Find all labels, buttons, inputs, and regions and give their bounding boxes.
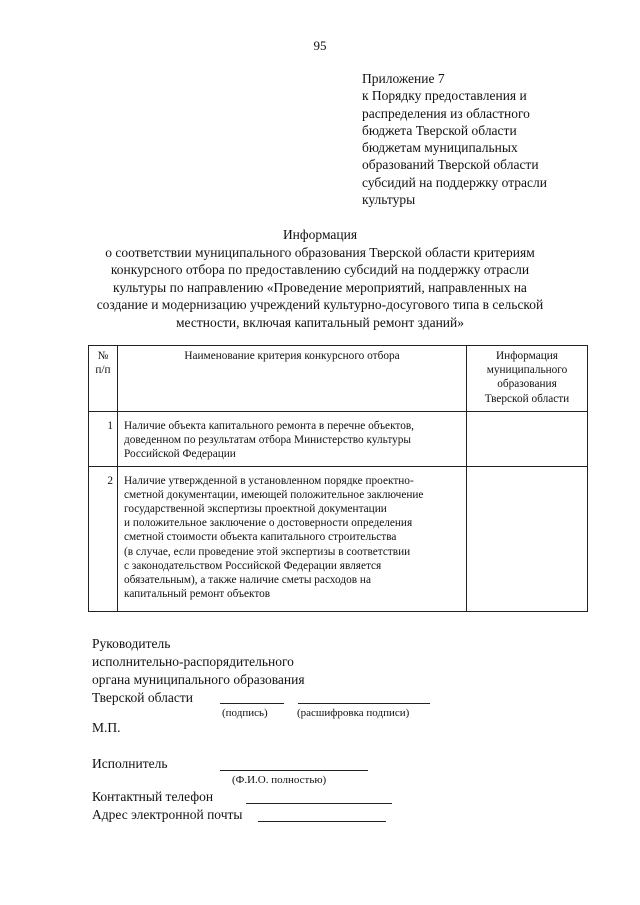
signature-caption: (подпись) [222,707,268,719]
criterion-line: Российской Федерации [124,448,236,461]
header-info-line: образования [497,378,557,391]
appendix-line: образований Тверской области [362,157,539,173]
executor-field[interactable] [220,758,368,771]
head-title-line: исполнительно-распорядительного [92,654,294,669]
signature-decoding-field[interactable] [298,691,430,704]
email-field[interactable] [258,809,386,822]
title-line: конкурсного отбора по предоставлению субсидий на поддержку отрасли [110,262,530,278]
header-num-line: п/п [95,364,111,377]
criterion-line: с законодательством Российской Федерации является [124,559,382,572]
appendix-line: субсидий на поддержку отрасли [362,174,547,190]
header-num-line: № [97,350,109,362]
criterion-line: Наличие утвержденной в установленном порядке проектно- [124,474,414,487]
header-info [467,346,588,412]
appendix-heading [362,70,612,208]
table-header-row [89,346,588,412]
title-line: Информация [282,227,358,242]
row-criterion [118,466,467,611]
document-title [60,226,580,332]
criterion-line: обязательным), а также наличие сметы расходов на [124,574,371,587]
criterion-line: (в случае, если проведение этой экспертизы в соответствии [124,545,411,558]
page-number: 95 [313,38,327,53]
fio-caption: (Ф.И.О. полностью) [232,774,327,786]
appendix-line: бюджета Тверской области [362,122,517,138]
seal-label: М.П. [92,720,121,735]
criteria-table [88,345,588,612]
criterion-line: и положительное заключение о достоверности определения [124,517,413,530]
header-info-line: Тверской области [484,392,570,405]
header-info-line: муниципального [486,364,568,377]
table-row [89,412,588,467]
row-number: 1 [89,412,118,467]
title-line: о соответствии муниципального образования Тверской области критериям [105,244,535,260]
header-num [89,346,118,412]
executor-label: Исполнитель [92,756,168,771]
row-criterion [118,412,467,467]
row-info-cell[interactable] [467,412,588,467]
email-label: Адрес электронной почты [92,807,243,822]
criterion-line: доведенном по результатам отбора Министерство культуры [124,434,412,447]
table-row [89,466,588,611]
head-title-line: Руководитель [92,636,171,651]
row-number: 2 [89,466,118,611]
appendix-line: бюджетам муниципальных [362,140,518,156]
signature-field[interactable] [220,691,284,704]
header-info-line: Информация [495,350,559,362]
appendix-line: к Порядку предоставления и [362,88,527,104]
head-title-line: органа муниципального образования [92,672,305,687]
head-title-line: Тверской области [92,690,193,705]
appendix-line: распределения из областного [362,105,530,121]
decoding-caption: (расшифровка подписи) [297,707,410,719]
criterion-line: государственной экспертизы проектной документации [124,503,387,516]
title-line: местности, включая капитальный ремонт зданий» [175,314,465,330]
criterion-line: сметной документации, имеющей положительное заключение [124,488,424,501]
title-line: культуры по направлению «Проведение мероприятий, направленных на [113,279,527,295]
appendix-line: культуры [362,192,416,208]
criterion-line: сметной стоимости объекта капитального строительства [124,531,397,544]
title-line: создание и модернизацию учреждений культурно-досугового типа в сельской [96,297,544,313]
criterion-line: Наличие объекта капитального ремонта в перечне объектов, [124,420,415,432]
criterion-line: капитальный ремонт объектов [124,588,271,601]
phone-field[interactable] [246,791,392,804]
appendix-line: Приложение 7 [362,71,445,86]
header-criterion: Наименование критерия конкурсного отбора [118,346,467,412]
row-info-cell[interactable] [467,466,588,611]
phone-label: Контактный телефон [92,789,214,804]
